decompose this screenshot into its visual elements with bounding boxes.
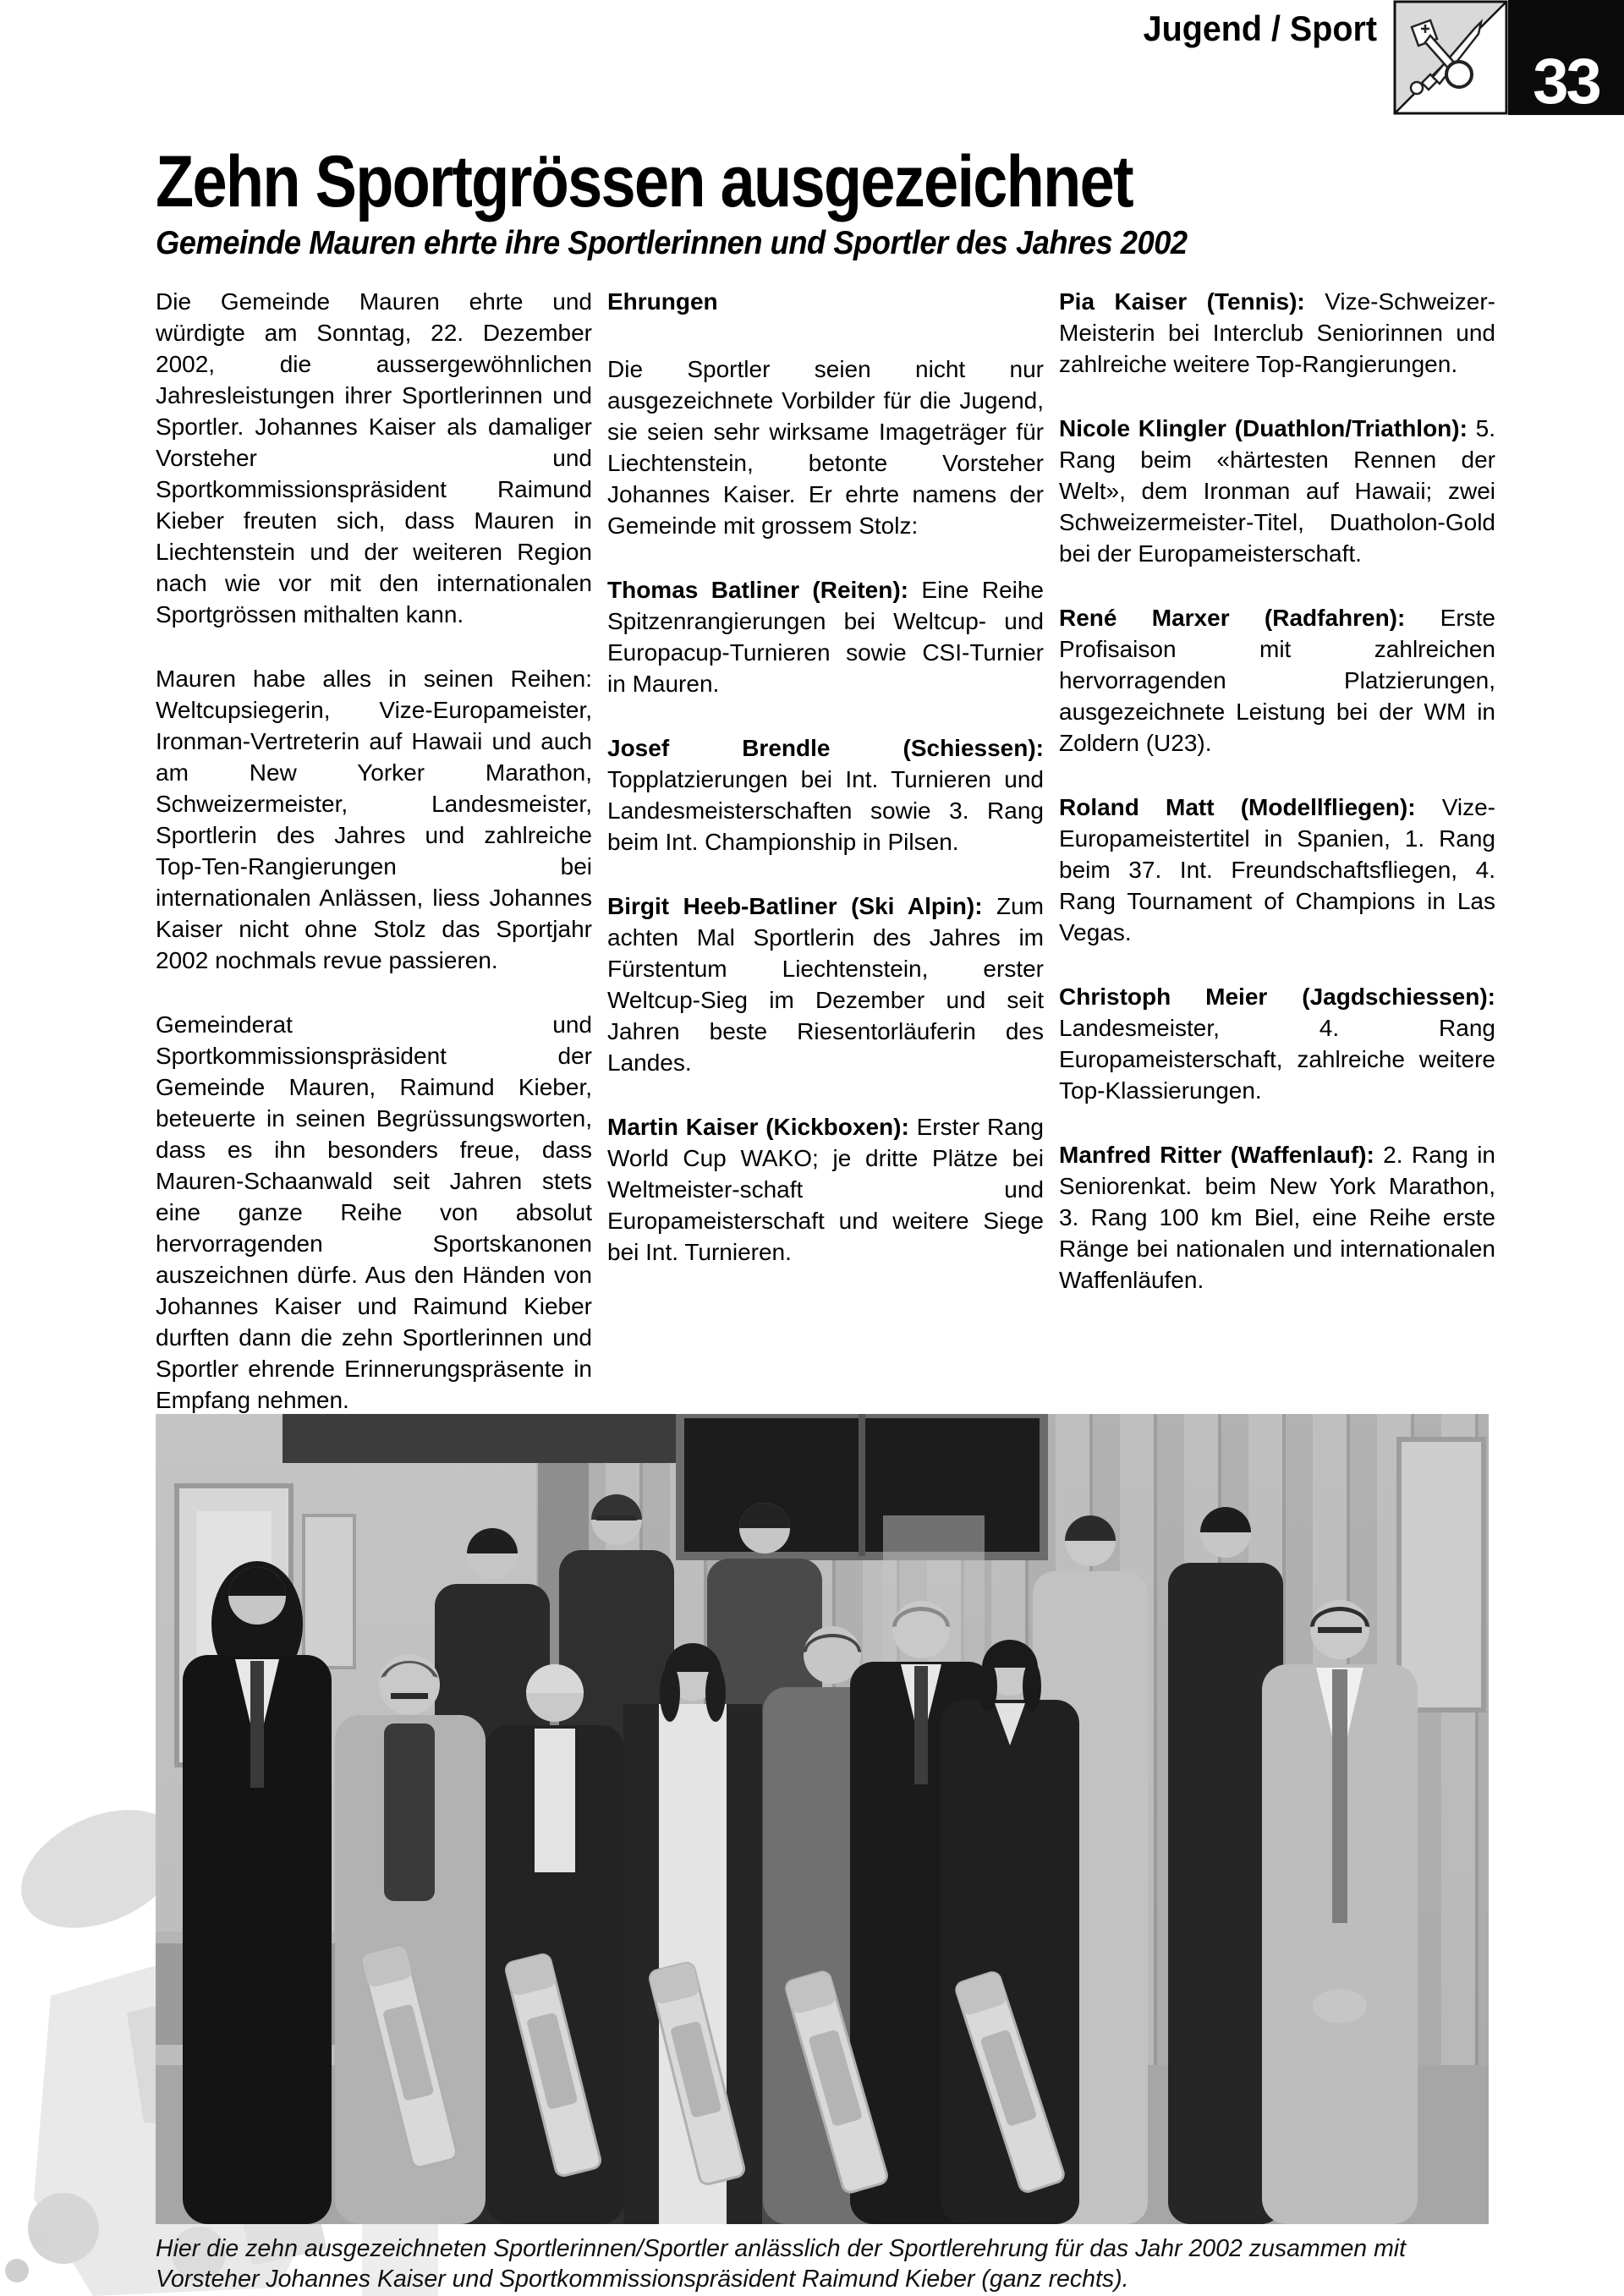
honoree-achievement: Vize-Schweizer-Meisterin bei Interclub Seniorinnen und zahlreiche weitere Top-Rangierungen. <box>1059 288 1495 377</box>
honoree-name: Nicole Klingler (Duathlon/Triathlon): <box>1059 415 1468 441</box>
body-paragraph: Mauren habe alles in seinen Reihen: Weltcupsiegerin, Vize-Europameister, Ironman-Vertreterin auf Hawaii und auch am New Yorker Marathon, Schweizermeister, Landesmeister, Sportlerin des Jahres und zahlreiche Top-Ten-Rangierungen bei internationalen Anlässen, liess Johannes Kaiser nicht ohne Stolz das Sportjahr 2002 nochmals revue passieren. <box>156 666 592 973</box>
honoree-entry <box>1059 602 1495 759</box>
honoree-name: Martin Kaiser (Kickboxen): <box>607 1114 909 1140</box>
honoree-name: Christoph Meier (Jagdschiessen): <box>1059 984 1495 1010</box>
honoree-entry <box>1059 981 1495 1106</box>
honoree-name: Pia Kaiser (Tennis): <box>1059 288 1305 315</box>
subheadline: Gemeinde Mauren ehrte ihre Sportlerinnen und Sportler des Jahres 2002 <box>156 225 1188 261</box>
person-silhouette <box>1262 1600 1418 2224</box>
honoree-entry <box>607 574 1044 699</box>
honoree-entry <box>607 732 1044 858</box>
honoree-name: Manfred Ritter (Waffenlauf): <box>1059 1142 1374 1168</box>
photo-caption: Hier die zehn ausgezeichneten Sportlerinnen/Sportler anlässlich der Sportlerehrung für das Jahr 2002 zusammen mit Vorsteher Johannes Kaiser und Sportkommissionspräsident Raimund Kieber (ganz rechts). <box>156 2235 1407 2293</box>
honoree-achievement: 5. Rang beim «härtesten Rennen der Welt», dem Ironman auf Hawaii; zwei Schweizermeister-Titel, Duatholon-Gold bei der Europameisterschaft. <box>1059 415 1495 567</box>
honoree-entry <box>607 890 1044 1078</box>
honoree-entry <box>1059 286 1495 380</box>
honoree-achievement: Landesmeister, 4. Rang Europameisterschaft, zahlreiche weitere Top-Klassierungen. <box>1059 1015 1495 1104</box>
headline: Zehn Sportgrössen ausgezeichnet <box>156 141 1133 222</box>
body-paragraph: Gemeinderat und Sportkommissionspräsident der Gemeinde Mauren, Raimund Kieber, beteuerte in seinen Begrüssungsworten, dass es ihn besonders freue, dass Mauren-Schaanwald seit Jahren stets eine ganze Reihe von absolut hervorragenden Sportskanonen auszeichnen dürfe. Aus den Händen von Johannes Kaiser und Raimund Kieber durften dann die zehn Sportlerinnen und Sportler ehrende Erinnerungspräsente in Empfang nehmen. <box>156 1011 592 1413</box>
page-number-box <box>1508 0 1624 118</box>
honoree-entry <box>607 1111 1044 1268</box>
honoree-name: Birgit Heeb-Batliner (Ski Alpin): <box>607 893 983 919</box>
body-paragraph: Die Gemeinde Mauren ehrte und würdigte am Sonntag, 22. Dezember 2002, die aussergewöhnlichen Jahresleistungen ihrer Sportlerinnen und Sportler. Johannes Kaiser als damaliger Vorsteher und Sportkommissionspräsident Raimund Kieber freuten sich, dass Mauren in Liechtenstein und der weiteren Region nach wie vor mit den internationalen Sportgrössen mithalten kann. <box>156 288 592 627</box>
honoree-name: Roland Matt (Modellfliegen): <box>1059 794 1416 820</box>
honoree-achievement: Vize-Europameistertitel in Spanien, 1. Rang beim 37. Int. Freundschaftsfliegen, 4. Rang Tournament of Champions in Las Vegas. <box>1059 794 1496 945</box>
article-body <box>156 286 1495 1449</box>
column-2 <box>607 286 1044 1449</box>
page-number: 33 <box>1533 45 1599 118</box>
honoree-achievement: Zum achten Mal Sportlerin des Jahres im Fürstentum Liechtenstein, erster Weltcup-Sieg im Dezember und seit Jahren beste Riesentorläuferin des Landes. <box>607 893 1044 1076</box>
honoree-entry <box>1059 1139 1495 1296</box>
honoree-achievement: Eine Reihe Spitzenrangierungen bei Weltcup- und Europacup-Turnieren sowie CSI-Turnier in Mauren. <box>607 577 1045 697</box>
honoree-name: René Marxer (Radfahren): <box>1059 605 1406 631</box>
person-silhouette <box>183 1561 332 2224</box>
honoree-name: Josef Brendle (Schiessen): <box>607 735 1044 761</box>
honoree-achievement: Erster Rang World Cup WAKO; je dritte Plätze bei Weltmeister-schaft und Europameisterschaft und weitere Siege bei Int. Turnieren. <box>607 1114 1044 1265</box>
section-label: Jugend / Sport <box>1143 8 1377 48</box>
honoree-entry <box>1059 792 1495 948</box>
crossed-key-and-sword-icon <box>1393 0 1508 115</box>
column-3 <box>1059 286 1495 1449</box>
group-photo <box>156 1414 1489 2224</box>
ehrungen-heading: Ehrungen <box>607 288 718 315</box>
honoree-achievement: Topplatzierungen bei Int. Turnieren und Landesmeisterschaften sowie 3. Rang beim Int. Championship in Pilsen. <box>607 766 1044 855</box>
honoree-achievement: 2. Rang in Seniorenkat. beim New York Marathon, 3. Rang 100 km Biel, eine Reihe erste Ränge bei nationalen und internationalen Waffenläufen. <box>1059 1142 1495 1293</box>
honoree-entry <box>1059 413 1495 569</box>
honoree-achievement: Erste Profisaison mit zahlreichen hervorragenden Platzierungen, ausgezeichnete Leistung bei der WM in Zoldern (U23). <box>1059 605 1495 756</box>
honoree-name: Thomas Batliner (Reiten): <box>607 577 908 603</box>
body-paragraph: Die Sportler seien nicht nur ausgezeichnete Vorbilder für die Jugend, sie seien sehr wirksame Imageträger für Liechtenstein, betonte Vorsteher Johannes Kaiser. Er ehrte namens der Gemeinde mit grossem Stolz: <box>607 356 1044 539</box>
column-1 <box>156 286 592 1449</box>
